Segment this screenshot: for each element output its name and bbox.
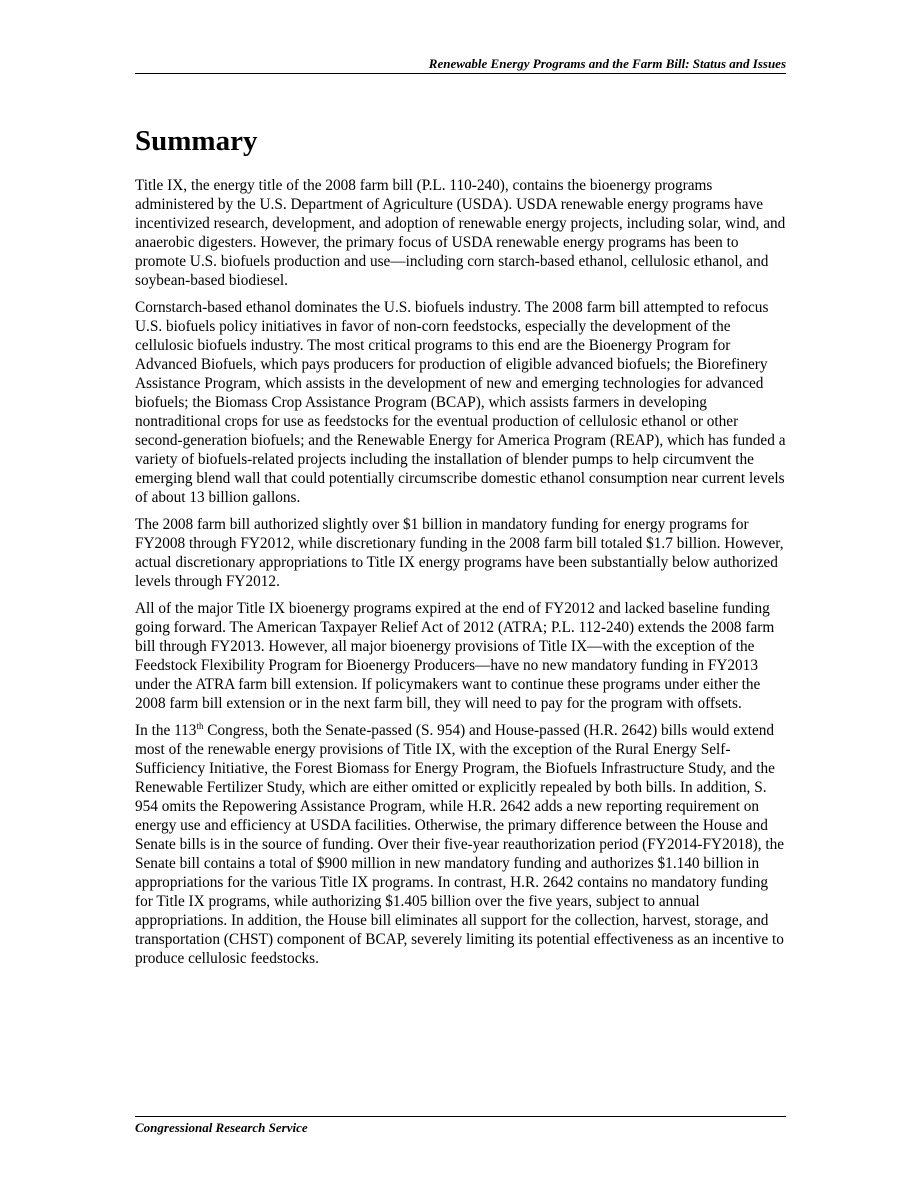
paragraph-lead-text: In the 113 xyxy=(135,722,197,739)
paragraph-rest-text: Congress, both the Senate-passed (S. 954) and House-passed (H.R. 2642) bills would extend most of the renewable energy provisions of Title IX, with the exception of the Rural Energy Self-Sufficiency Initiative, the Forest Biomass for Energy Program, the Biofuels Infrastructure Study, and the Renewable Fertilizer Study, which are either omitted or explicitly repealed by both bills. In addition, S. 954 omits the Repowering Assistance Program, while H.R. 2642 adds a new reporting requirement on energy use and efficiency at USDA facilities. Otherwise, the primary difference between the House and Senate bills is in the source of funding. Over their five-year reauthorization period (FY2014-FY2018), the Senate bill contains a total of $900 million in new mandatory funding and authorizes $1.140 billion in appropriations for the various Title IX programs. In contrast, H.R. 2642 contains no mandatory funding for Title IX programs, while authorizing $1.405 billion over the five years, subject to annual appropriations. In addition, the House bill eliminates all support for the collection, harvest, storage, and transportation (CHST) component of BCAP, severely limiting its potential effectiveness as an incentive to produce cellulosic feedstocks. xyxy=(135,722,785,967)
ordinal-superscript: th xyxy=(196,720,204,731)
footer-divider xyxy=(135,1116,786,1117)
paragraph-cornstarch-ethanol: Cornstarch-based ethanol dominates the U.S. biofuels industry. The 2008 farm bill attempted to refocus U.S. biofuels policy initiatives in favor of non-corn feedstocks, especially the development of the cellulosic biofuels industry. The most critical programs to this end are the Bioenergy Program for Advanced Biofuels, which pays producers for production of eligible advanced biofuels; the Biorefinery Assistance Program, which assists in the development of new and emerging technologies for advanced biofuels; the Biomass Crop Assistance Program (BCAP), which assists farmers in developing nontraditional crops for use as feedstocks for the eventual production of cellulosic ethanol or other second-generation biofuels; and the Renewable Energy for America Program (REAP), which has funded a variety of biofuels-related projects including the installation of blender pumps to help circumvent the emerging blend wall that could potentially circumscribe domestic ethanol consumption near current levels of about 13 billion gallons. xyxy=(135,299,786,506)
paragraph-title-ix-overview: Title IX, the energy title of the 2008 farm bill (P.L. 110-240), contains the bioenergy programs administered by the U.S. Department of Agriculture (USDA). USDA renewable energy programs have incentivized research, development, and adoption of renewable energy projects, including solar, wind, and anaerobic digesters. However, the primary focus of USDA renewable energy programs has been to promote U.S. biofuels production and use—including corn starch-based ethanol, cellulosic ethanol, and soybean-based biodiesel. xyxy=(135,177,786,289)
paragraph-funding-authorization: The 2008 farm bill authorized slightly over $1 billion in mandatory funding for energy programs for FY2008 through FY2012, while discretionary funding in the 2008 farm bill totaled $1.7 billion. However, actual discretionary appropriations to Title IX energy programs have been substantially below authorized levels through FY2012. xyxy=(135,516,784,590)
header-divider xyxy=(135,73,786,74)
running-footer: Congressional Research Service xyxy=(135,1120,308,1135)
summary-body xyxy=(135,176,786,976)
page-title: Summary xyxy=(135,125,258,157)
running-header: Renewable Energy Programs and the Farm Bill: Status and Issues xyxy=(428,56,786,71)
paragraph-program-expiration: All of the major Title IX bioenergy programs expired at the end of FY2012 and lacked baseline funding going forward. The American Taxpayer Relief Act of 2012 (ATRA; P.L. 112-240) extends the 2008 farm bill through FY2013. However, all major bioenergy provisions of Title IX—with the exception of the Feedstock Flexibility Program for Bioenergy Producers—have no new mandatory funding in FY2013 under the ATRA farm bill extension. If policymakers want to continue these programs under either the 2008 farm bill extension or in the next farm bill, they will need to pay for the program with offsets. xyxy=(135,600,775,712)
paragraph-113th-congress xyxy=(135,721,786,968)
